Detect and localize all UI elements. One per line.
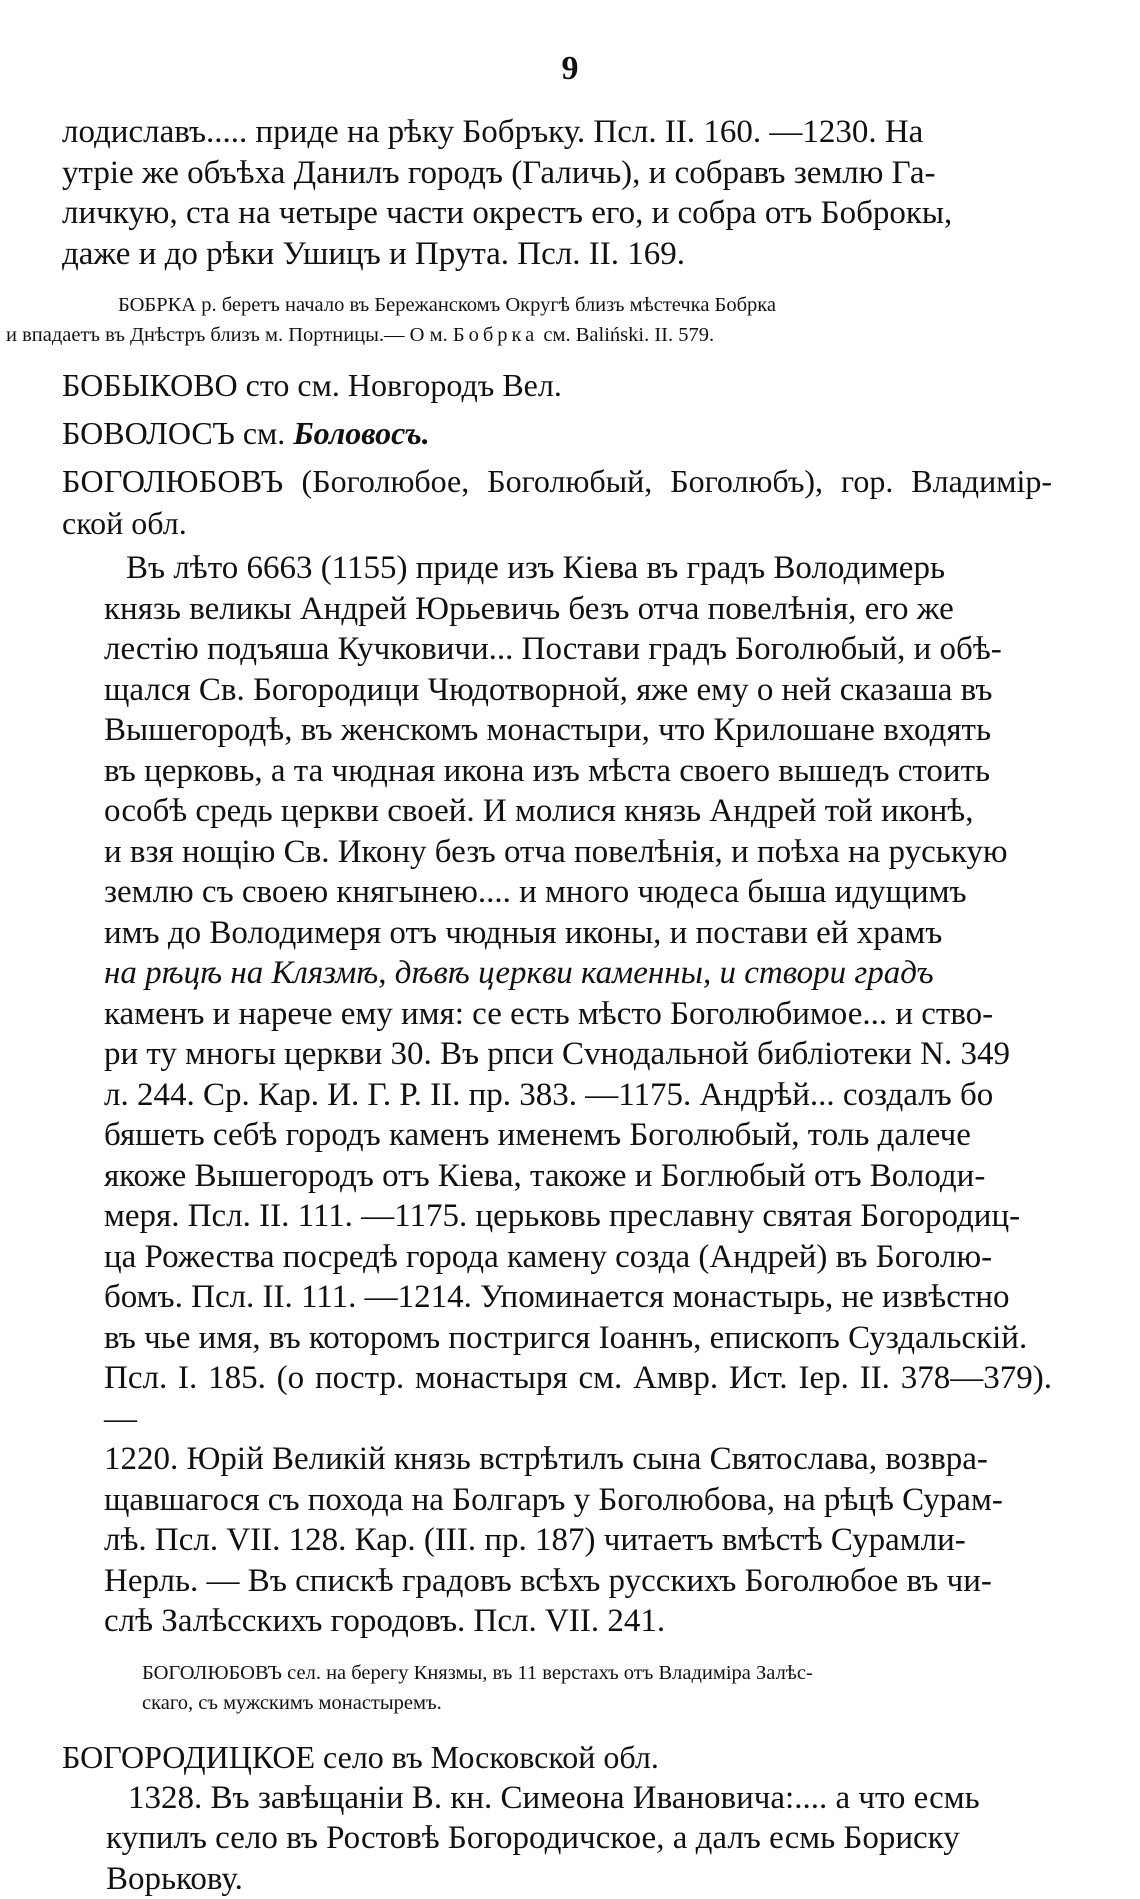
text-line: слѣ Залѣсскихъ городовъ. Псл. VII. 241. [104,1601,1052,1642]
text-line: щавшагося съ похода на Болгаръ у Боголюбова, на рѣцѣ Сурам- [104,1480,1052,1521]
text-line: особѣ средь церкви своей. И молися князь Андрей той иконѣ, [104,791,1052,832]
entry-head-line [62,460,1052,502]
text-line: л. 244. Ср. Кар. И. Г. Р. II. пр. 383. —1175. Андрѣй... создалъ бо [104,1075,1052,1116]
note-line: БОБРКА р. беретъ начало въ Бережанскомъ Округѣ близъ мѣстечка Бобрка [62,290,1052,320]
note-line [62,320,1052,350]
text-line: якоже Вышегородъ отъ Кіева, такоже и Боглюбый отъ Володи- [104,1156,1052,1197]
text-line: купилъ село въ Ростовѣ Богородичское, а далъ есмь Бориску [106,1818,1052,1859]
page-number: 9 [0,50,1140,88]
text-line: на рѣцѣ на Клязмѣ, дѣвѣ церкви каменны, и створи градъ [104,953,1052,994]
cross-reference: Боловосъ. [293,415,429,451]
entry-bogoroditskoe [62,1736,1052,1778]
text-line: землю съ своею княгынею.... и много чюдеса быша идущимъ [104,872,1052,913]
text-line: имъ до Володимеря отъ чюдныя иконы, и постави ей храмъ [104,913,1052,954]
text-line: князь великы Андрей Юрьевичь безъ отча повелѣнія, его же [104,589,1052,630]
text-line: утріе же объѣха Данилъ городъ (Галичь), и собравъ землю Га- [62,153,1052,194]
entry-headword: БОГОЛЮБОВЪ [62,463,284,499]
note-line: скаго, съ мужскимъ монастыремъ. [142,1688,1052,1718]
text-line: лѣ. Псл. VII. 128. Кар. (III. пр. 187) читаетъ вмѣстѣ Сурамли- [104,1520,1052,1561]
text-line: въ чье имя, въ которомъ постригся Іоаннъ, епископъ Суздальскій. [104,1318,1052,1359]
page-body [62,112,1052,1899]
text-line: и взя нощію Св. Икону безъ отча повелѣнія, и поѣха на руськую [104,832,1052,873]
text-line: Въ лѣто 6663 (1155) приде изъ Кіева въ градъ Володимерь [104,548,1052,589]
text-line: ца Рожества посредѣ города камену созда (Андрей) въ Боголю- [104,1237,1052,1278]
text-line: меря. Псл. II. 111. —1175. церьковь преславну святая Богородиц- [104,1196,1052,1237]
text-line: 1328. Въ завѣщаніи В. кн. Симеона Ивановича:.... а что есмь [106,1778,1052,1819]
bogolyubov-note [62,1658,1052,1718]
text-line: Псл. I. 185. (о постр. монастыря см. Амвр. Ист. Іер. II. 378—379).— [104,1358,1052,1439]
text-line: личкую, ста на четыре части окрестъ его, и собра отъ Боброкы, [62,193,1052,234]
entry-text: БОБЫКОВО сто см. Новгородъ Вел. [62,367,562,403]
text-line: бяшеть себѣ городъ каменъ именемъ Боголюбый, толь далече [104,1115,1052,1156]
text-line: Нерль. — Въ спискѣ градовъ всѣхъ русскихъ Боголюбое въ чи- [104,1561,1052,1602]
text-line: въ церковь, а та чюдная икона изъ мѣста своего вышедъ стоить [104,751,1052,792]
note-text: и впадаетъ въ Днѣстръ близъ м. Портницы.— О м. [6,324,448,346]
bogoroditskoe-text [62,1778,1052,1899]
text-line: ри ту многы церкви 30. Въ рпси Сvнодальной библіотеки N. 349 [104,1034,1052,1075]
entry-headword: БОГОРОДИЦКОЕ село въ Московской обл. [62,1739,659,1775]
entry-bobykovo [62,364,1052,406]
entry-headword: БОВОЛОСЪ см. [62,415,285,451]
text-line: Ворькову. [106,1859,1052,1899]
text-line: Вышегородѣ, въ женскомъ монастыри, что Крилошане входять [104,710,1052,751]
text-line: лестію подъяша Кучковичи... Постави градъ Боголюбый, и обѣ- [104,629,1052,670]
note-line: БОГОЛЮБОВЪ сел. на берегу Князмы, въ 11 верстахъ отъ Владиміра Залѣс- [142,1658,1052,1688]
entry-bovolos [62,412,1052,454]
text-line: даже и до рѣки Ушицъ и Прута. Псл. II. 169. [62,234,1052,275]
text-line: каменъ и нарече ему имя: се есть мѣсто Боголюбимое... и ство- [104,994,1052,1035]
note-text: см. Baliński. II. 579. [543,324,714,346]
bobrka-continuation [62,112,1052,274]
text-line: бомъ. Псл. II. 111. —1214. Упоминается монастырь, не извѣстно [104,1277,1052,1318]
bogolyubov-text [62,548,1052,1642]
entry-bogolyubov [62,460,1052,544]
text-line: щался Св. Богородици Чюдотворной, яже ему о ней сказаша въ [104,670,1052,711]
note-spaced-word: Бобрка [453,324,538,346]
text-line: лодиславъ..... приде на рѣку Бобръку. Псл. II. 160. —1230. На [62,112,1052,153]
text-line: 1220. Юрій Великій князь встрѣтилъ сына Святослава, возвра- [104,1439,1052,1480]
entry-head-line: ской обл. [62,502,1052,544]
bobrka-note [62,290,1052,350]
entry-head-rest: (Боголюбое, Боголюбый, Боголюбъ), гор. Владимір- [302,463,1052,499]
